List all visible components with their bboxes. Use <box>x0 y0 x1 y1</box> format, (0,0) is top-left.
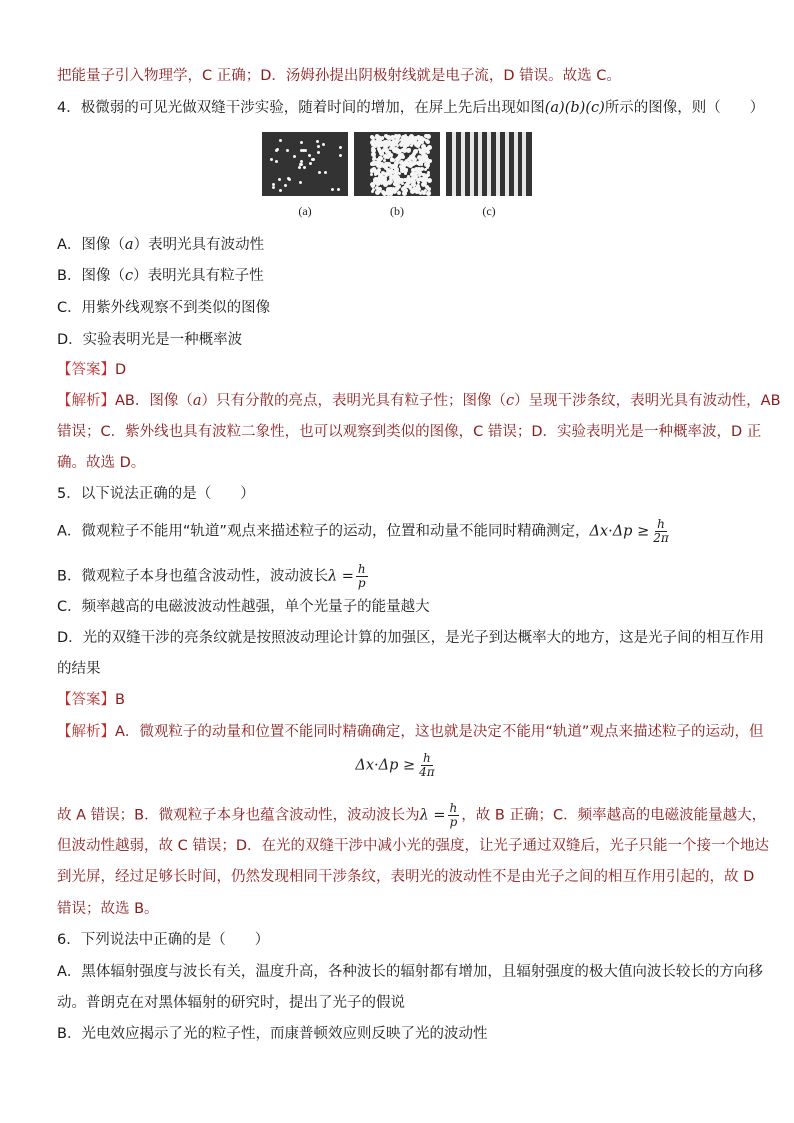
question-5-option-a: A．微观粒子不能用“轨道”观点来描述粒子的运动，位置和动量不能同时精确测定，Δx·Δp ≥ $\frac{h}{2\pi}$ <box>57 517 669 545</box>
photon-dot <box>417 155 422 160</box>
photon-dot <box>331 188 334 191</box>
figure-panel-c <box>446 132 532 196</box>
photon-dot <box>337 188 340 191</box>
interference-fringe <box>496 132 500 196</box>
photon-dot <box>286 149 289 152</box>
photon-dot <box>370 168 375 173</box>
photon-dot <box>395 157 400 162</box>
photon-dot <box>312 158 315 161</box>
figure-caption-a: (a) <box>298 204 312 218</box>
question-5-explanation-formula: Δx·Δp ≥ $\frac{h}{4\pi}$ <box>355 751 435 779</box>
question-6-stem: 6．下列说法中正确的是（ ） <box>57 932 270 948</box>
question-5-explanation-line-4: 到光屏，经过足够长时间，仍然发现相同干涉条纹，表明光的波动性不是由光子之间的相互作用引起的，故 D <box>57 869 755 885</box>
question-5-option-b: B．微观粒子本身也蕴含波动性，波动波长λ = $\frac{h}{p}$ <box>57 562 366 590</box>
question-6-option-a-line-1: A．黑体辐射强度与波长有关，温度升高，各种波长的辐射都有增加，且辐射强度的极大值向波长较长的方向移 <box>57 964 763 980</box>
photon-dot <box>418 148 421 151</box>
photon-dot <box>322 143 325 146</box>
photon-dot <box>389 192 393 196</box>
photon-dot <box>318 171 321 174</box>
photon-dot <box>424 175 427 178</box>
photon-dot <box>308 154 311 157</box>
photon-dot <box>272 186 275 189</box>
photon-dot <box>381 136 384 139</box>
photon-dot <box>374 173 377 176</box>
question-5-answer: 【答案】B <box>57 692 125 708</box>
photon-dot <box>284 184 287 187</box>
interference-fringe <box>505 132 509 196</box>
photon-dot <box>393 182 397 186</box>
question-4-option-b: B．图像（c）表明光具有粒子性 <box>57 268 264 284</box>
photon-dot <box>298 166 301 169</box>
question-4-explanation-line-1: 【解析】AB．图像（a）只有分散的亮点，表明光具有粒子性；图像（c）呈现干涉条纹，表明光具有波动性，AB <box>57 393 781 409</box>
photon-dot <box>324 171 327 174</box>
question-5-explanation-line-3: 但波动性越弱，故 C 错误；D．在光的双缝干涉中减小光的强度，让光子通过双缝后，光子只能一个接一个地达 <box>57 838 770 854</box>
photon-dot <box>302 149 305 152</box>
photon-dot <box>422 181 427 186</box>
fraction-h-over-p-explanation: $\frac{h}{p}$ <box>449 801 458 829</box>
question-5-option-d-line-2: 的结果 <box>57 661 101 677</box>
interference-fringe <box>452 132 456 196</box>
photon-dot <box>416 184 420 188</box>
figure-caption-c: (c) <box>482 204 496 218</box>
photon-dot <box>416 161 420 165</box>
photon-dot <box>317 151 320 154</box>
question-5-stem: 5．以下说法正确的是（ ） <box>57 486 255 502</box>
photon-dot <box>420 162 423 165</box>
photon-dot <box>409 155 413 159</box>
figure-panel-b <box>354 132 440 196</box>
question-4-stem: 4．极微弱的可见光做双缝干涉实验，随着时间的增加，在屏上先后出现如图(a)(b)(c)所示的图像，则（ ） <box>57 100 765 116</box>
interference-fringe <box>478 132 482 196</box>
question-4-explanation-line-3: 确。故选 D。 <box>57 455 146 471</box>
photon-dot <box>403 145 406 148</box>
photon-dot <box>380 182 383 185</box>
photon-dot <box>370 173 373 176</box>
photon-dot <box>406 148 411 153</box>
photon-dot <box>427 145 432 150</box>
question-5-option-c: C．频率越高的电磁波波动性越强，单个光量子的能量越大 <box>57 599 430 615</box>
photon-dot <box>370 162 374 166</box>
question-5-explanation-line-2: 故 A 错误；B．微观粒子本身也蕴含波动性，波动波长为λ = $\frac{h}{p}$ ，故 B 正确；C．频率越高的电磁波能量越大， <box>57 801 767 829</box>
photon-dot <box>421 141 424 144</box>
photon-dot <box>372 147 375 150</box>
photon-dot <box>405 140 408 143</box>
question-6-option-b: B．光电效应揭示了光的粒子性，而康普顿效应则反映了光的波动性 <box>57 1026 488 1042</box>
photon-dot <box>381 141 384 144</box>
question-4-option-c: C．用紫外线观察不到类似的图像 <box>57 300 271 316</box>
interference-fringe <box>514 132 518 196</box>
question-5-option-d-line-1: D．光的双缝干涉的亮条纹就是按照波动理论计算的加强区，是光子到达概率大的地方，这是光子间的相互作用 <box>57 630 765 646</box>
fraction-h-over-p: $\frac{h}{p}$ <box>357 562 366 590</box>
interference-fringe <box>470 132 474 196</box>
photon-dot <box>397 191 401 195</box>
photon-dot <box>275 160 278 163</box>
photon-dot <box>416 188 419 191</box>
photon-dot <box>385 150 389 154</box>
photon-dot <box>300 160 303 163</box>
photon-dot <box>293 155 296 158</box>
question-4-explanation-line-2: 错误；C．紫外线也具有波粒二象性，也可以观察到类似的图像，C 错误；D．实验表明光是一种概率波，D 正 <box>57 424 762 440</box>
question-4-answer: 【答案】D <box>57 362 127 378</box>
photon-dot <box>386 191 389 194</box>
photon-dot <box>392 165 396 169</box>
photon-dot <box>278 178 281 181</box>
photon-dot <box>426 140 430 144</box>
interference-fringe <box>522 132 526 196</box>
photon-dot <box>317 145 320 148</box>
interference-fringe <box>461 132 465 196</box>
photon-dot <box>390 157 393 160</box>
photon-dot <box>378 164 382 168</box>
photon-dot <box>300 141 303 144</box>
figure-caption-b: (b) <box>390 204 404 218</box>
interference-figure <box>262 132 532 222</box>
photon-dot <box>426 191 431 196</box>
photon-dot <box>339 154 342 157</box>
photon-dot <box>377 160 381 164</box>
photon-dot <box>410 144 413 147</box>
photon-dot <box>374 179 377 182</box>
photon-dot <box>339 146 342 149</box>
photon-dot <box>279 139 282 142</box>
question-5-explanation-line-5: 错误；故选 B。 <box>57 901 159 917</box>
fraction-h-over-2pi: $\frac{h}{2\pi}$ <box>653 517 669 545</box>
photon-dot <box>371 136 375 140</box>
photon-dot <box>384 181 388 185</box>
photon-dot <box>316 140 319 143</box>
photon-dot <box>270 158 273 161</box>
photon-dot <box>303 166 306 169</box>
photon-dot <box>426 160 430 164</box>
photon-dot <box>299 181 302 184</box>
photon-dot <box>421 150 426 155</box>
photon-dot <box>276 148 279 151</box>
interference-fringe <box>487 132 491 196</box>
question-5-explanation-line-1: 【解析】A．微观粒子的动量和位置不能同时精确确定，这也就是决定不能用“轨道”观点来描述粒子的运动，但 <box>57 724 764 740</box>
photon-dot <box>279 189 282 192</box>
previous-explanation-tail: 把能量子引入物理学，C 正确；D．汤姆孙提出阴极射线就是电子流，D 错误。故选 C。 <box>57 68 621 84</box>
photon-dot <box>412 152 416 156</box>
question-4-option-a: A．图像（a）表明光具有波动性 <box>57 237 265 253</box>
question-6-option-a-line-2: 动。普朗克在对黑体辐射的研究时，提出了光子的假说 <box>57 995 405 1011</box>
figure-panel-a <box>262 132 348 196</box>
photon-dot <box>309 162 312 165</box>
fraction-h-over-4pi: $\frac{h}{4\pi}$ <box>419 751 435 779</box>
question-4-option-d: D．实验表明光是一种概率波 <box>57 332 243 348</box>
